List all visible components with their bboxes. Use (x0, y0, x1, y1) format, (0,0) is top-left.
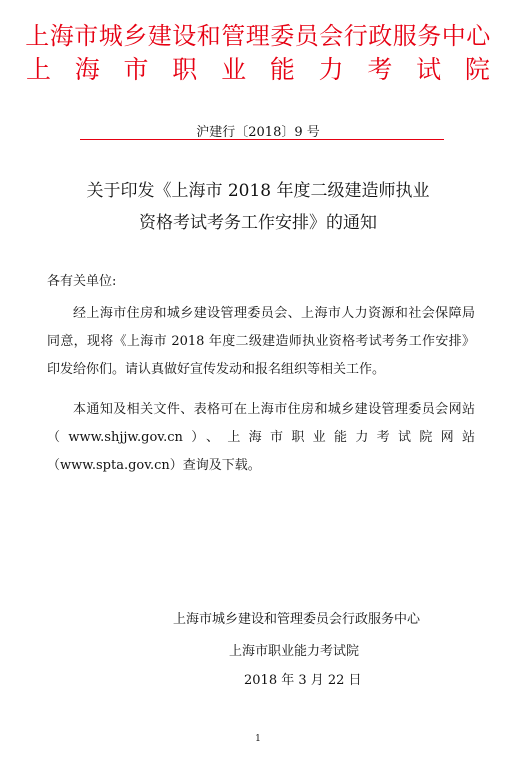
salutation: 各有关单位: (47, 274, 117, 289)
document-number: 沪建行〔2018〕9 号 (196, 125, 320, 140)
letterhead-char: 职 (172, 55, 198, 84)
signature-org1: 上海市城乡建设和管理委员会行政服务中心 (173, 612, 421, 627)
letterhead-line1: 上海市城乡建设和管理委员会行政服务中心 (25, 22, 491, 50)
letterhead-char: 业 (221, 55, 247, 84)
letterhead-char: 市 (123, 55, 149, 84)
letterhead-char: 院 (464, 55, 490, 84)
letterhead-char: 考 (367, 55, 393, 84)
signature-date: 2018 年 3 月 22 日 (244, 673, 362, 688)
letterhead-char: 力 (318, 55, 344, 84)
signature-org2: 上海市职业能力考试院 (229, 644, 360, 659)
letterhead-char: 能 (269, 55, 295, 84)
letterhead-char: 上 (26, 55, 52, 84)
page-number: 1 (255, 734, 261, 744)
body-paragraph: 本通知及相关文件、表格可在上海市住房和城乡建设管理委员会网站（www.shjjw.gov.cn）、上海市职业能力考试院网站（www.spta.gov.cn）查询及下载。 (47, 402, 475, 473)
letterhead-line2 (26, 50, 490, 86)
letterhead-char: 试 (416, 55, 442, 84)
body-paragraph: 经上海市住房和城乡建设管理委员会、上海市人力资源和社会保障局同意，现将《上海市 2018 年度二级建造师执业资格考试考务工作安排》印发给你们。请认真做好宣传发动和报名组织等相关工作。 (47, 306, 475, 377)
red-divider-line (80, 139, 444, 140)
letterhead-char: 海 (74, 55, 100, 84)
document-title-line1: 关于印发《上海市 2018 年度二级建造师执业 (86, 181, 430, 201)
document-title-line2: 资格考试考务工作安排》的通知 (139, 213, 377, 233)
